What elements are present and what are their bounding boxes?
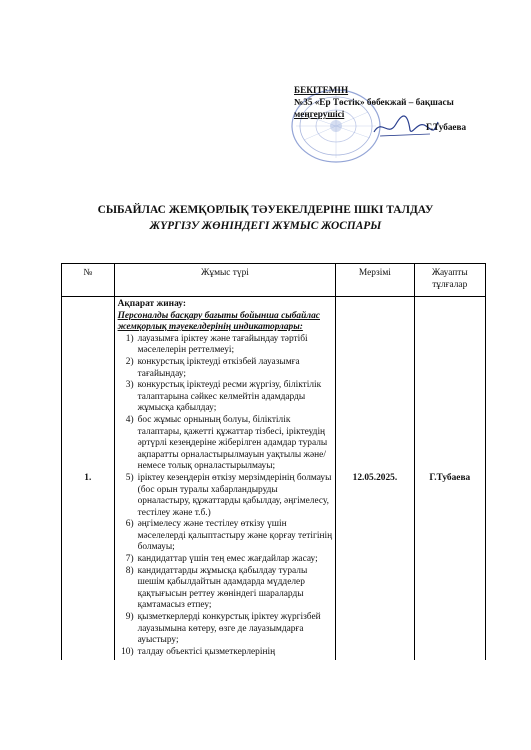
header-responsible: Жауапты тұлғалар — [414, 264, 485, 297]
header-number: № — [62, 264, 115, 297]
table-row — [62, 297, 486, 661]
list-item: конкурстық іріктеуді ресми жүргізу, біліктілік талаптарына сәйкес келмейтін адамдарды жұмысқа қабылдау; — [137, 380, 322, 414]
approval-block — [282, 84, 526, 164]
indicator-list — [118, 334, 333, 659]
approval-heading: БЕКІТЕМІН — [294, 85, 349, 95]
header-work-type: Жұмыс түрі — [114, 264, 336, 297]
list-item: кандидаттарды жұмысқа қабылдау туралы шешім қабылдайтын адамдарда мүдделер қақтығысын реттеу жөніндегі шараларды қамтамасыз етпеу; — [137, 565, 308, 611]
approval-org: №35 «Ер Төстік» бөбекжай – бақшасы — [294, 97, 454, 107]
work-plan-table — [61, 263, 486, 660]
list-item: әңгімелесу және тестілеу өткізу үшін мәселелерді қалыптастыру және қорғау тетігінің болмауы; — [137, 519, 333, 553]
header-deadline: Мерзімі — [336, 264, 414, 297]
approver-name: Г.Тубаева — [426, 122, 467, 132]
list-item: іріктеу кезеңдерін өткізу мерзімдерінің болмауы (бос орын туралы хабарландыруды орналастыру, құжаттарды қабылдау, әңгімелесу, тестілеу және т.б.) — [137, 472, 332, 518]
table-header-row — [62, 264, 486, 297]
list-item: конкурстық іріктеуді өткізбей лауазымға тағайындау; — [137, 356, 300, 379]
row-number: 1. — [62, 297, 115, 661]
list-item: бос жұмыс орнының болуы, біліктілік талаптары, қажетті құжаттар тізбесі, іріктеудің әртүрлі кезеңдеріне жіберілген адамдар туралы ақпаратты орналастырылмауын уақтылы және/ немесе толық орналастырылмауы; — [137, 414, 328, 472]
approval-role: меңгерушісі — [294, 109, 345, 119]
deadline-cell: 12.05.2025. — [336, 297, 414, 661]
list-item: лауазымға іріктеу және тағайындау тәртібі мәселелерін реттелмеуі; — [137, 333, 308, 356]
list-item: талдау объектісі қызметкерлерінің — [137, 646, 276, 657]
section-subtitle: Персоналды басқару бағыты бойынша сыбайлас жемқорлық тәуекелдерінің индикаторлары: — [117, 310, 320, 333]
list-item: қызметкерлерді конкурстық іріктеу жүргізбей лауазымына көтеру, өзге де лауазымдарға ауыстыру; — [137, 612, 321, 646]
document-title-line1: СЫБАЙЛАС ЖЕМҚОРЛЫҚ ТӘУЕКЕЛДЕРІНЕ ІШКІ ТАЛДАУ — [97, 204, 434, 216]
work-description-cell — [114, 297, 336, 661]
list-item: кандидаттар үшін тең емес жағдайлар жасау; — [137, 554, 318, 565]
document-title-line2: ЖҮРГІЗУ ЖӨНІНДЕГІ ЖҰМЫС ЖОСПАРЫ — [149, 220, 382, 232]
responsible-cell: Г.Тубаева — [414, 297, 485, 661]
section-title: Ақпарат жинау: — [117, 299, 186, 309]
